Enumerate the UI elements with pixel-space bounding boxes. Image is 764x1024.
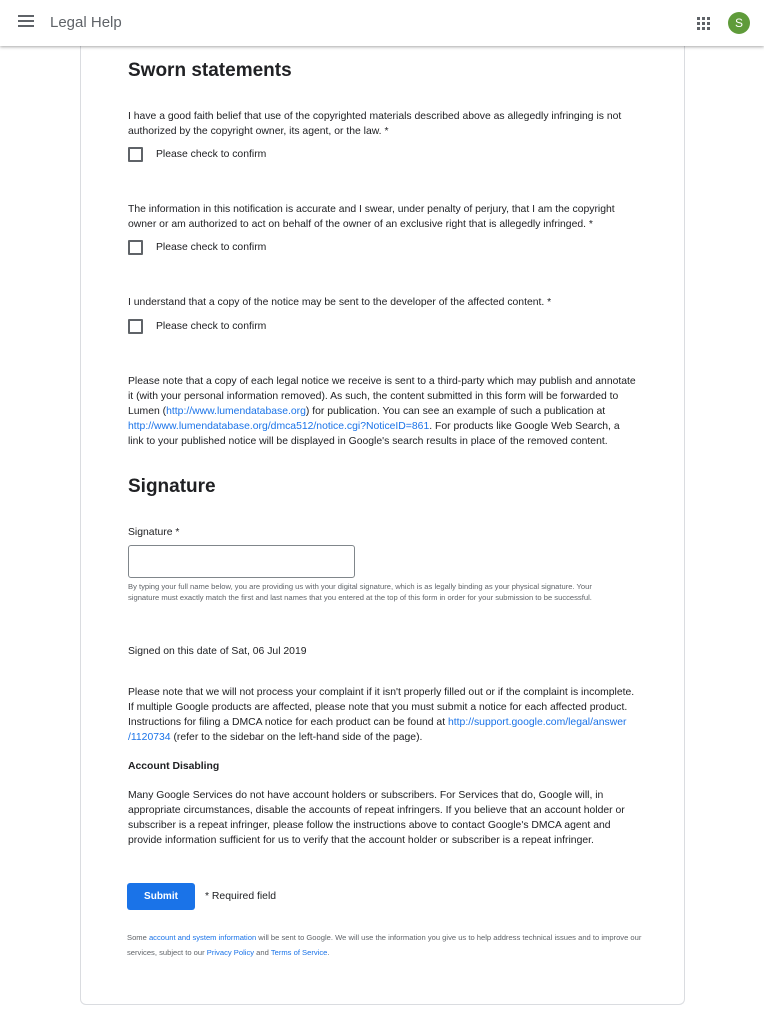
lumen-note-text-1: Please note that a copy of each legal notice we receive is sent to a third-party which may publish and annotate it (with your personal information removed). As such, the content submitted in this form will be forwarded to Lumen (: [128, 376, 636, 417]
statement-1-checkbox[interactable]: [128, 147, 143, 162]
hamburger-menu-icon[interactable]: [18, 15, 34, 29]
top-app-bar: [0, 0, 764, 46]
signature-label: Signature *: [128, 527, 180, 538]
statement-3-checkbox[interactable]: [128, 319, 143, 334]
sworn-statements-title: Sworn statements: [128, 60, 292, 81]
privacy-notice-text-2: will be sent to Google. We will use the information you give us to help address technical issues and to improve our services, subject to our: [127, 933, 642, 957]
signed-date: Signed on this date of Sat, 06 Jul 2019: [128, 646, 307, 657]
apps-grid-icon[interactable]: [697, 17, 711, 31]
statement-2-text: The information in this notification is accurate and I swear, under penalty of perjury, that I am the copyright owner or am authorized to act on behalf of the owner of an exclusive right that is allegedly infringed. *: [128, 204, 615, 230]
complaint-note-after: (refer to the sidebar on the left-hand side of the page).: [170, 732, 423, 743]
lumen-note: [128, 374, 636, 449]
dmca-instructions-link-part-1[interactable]: http://support.google.com/legal/answer: [447, 717, 627, 728]
terms-of-service-link[interactable]: Terms of Service: [270, 948, 328, 957]
account-disabling-text: Many Google Services do not have account holders or subscribers. For Services that do, Google will, in appropriate circumstances, disable the accounts of repeat infringers. If you believe that an account holder or subscriber is a repeat infringer, please follow the instructions above to contact Google's DMCA agent and provide information sufficient for us to verify that the account holder or subscriber is a repeat infringer.: [128, 790, 625, 846]
complaint-note: [128, 685, 636, 745]
privacy-notice-text-4: .: [327, 948, 330, 957]
app-title: Legal Help: [50, 14, 122, 31]
account-system-info-link[interactable]: account and system information: [148, 933, 257, 942]
account-avatar[interactable]: S: [728, 12, 750, 34]
privacy-notice: [127, 930, 647, 960]
privacy-notice-text-1: Some: [127, 933, 149, 942]
lumen-note-text-3: . For products like Google Web Search, a link to your published notice will be displayed in Google's search results in place of the removed content.: [128, 421, 620, 447]
statement-3-text: I understand that a copy of the notice may be sent to the developer of the affected content. *: [128, 297, 552, 308]
submit-button[interactable]: Submit: [127, 883, 195, 910]
statement-1-checkbox-label[interactable]: Please check to confirm: [156, 149, 267, 160]
lumen-link[interactable]: http://www.lumendatabase.org: [166, 406, 306, 417]
lumen-example-link[interactable]: http://www.lumendatabase.org/dmca512/notice.cgi?NoticeID=861: [128, 421, 430, 432]
privacy-notice-text-3: and: [254, 948, 271, 957]
signature-input[interactable]: [128, 545, 355, 578]
dmca-instructions-link-part-2[interactable]: /1120734: [128, 732, 171, 743]
account-disabling-title: Account Disabling: [128, 761, 220, 772]
required-field-note: * Required field: [205, 891, 277, 902]
lumen-note-text-2: ) for publication. You can see an example of such a publication at: [305, 406, 606, 417]
statement-2-checkbox[interactable]: [128, 240, 143, 255]
statement-1-text: I have a good faith belief that use of the copyrighted materials described above as allegedly infringing is not authorized by the copyright owner, its agent, or the law. *: [128, 111, 622, 137]
statement-2-checkbox-label[interactable]: Please check to confirm: [156, 242, 267, 253]
form-card: [80, 36, 685, 1005]
signature-help-text: By typing your full name below, you are providing us with your digital signature, which is as legally binding as your physical signature. Your signature must exactly match the first and last names that you entered at the top of this form in order for your submission to be successful.: [128, 582, 592, 602]
signature-title: Signature: [128, 476, 216, 497]
complaint-note-text: Please note that we will not process your complaint if it isn't properly filled out or if the complaint is incomplete. If multiple Google products are affected, please note that you must submit a notice for each affected product. Instructions for filing a DMCA notice for each product can be found at: [128, 687, 635, 728]
privacy-policy-link[interactable]: Privacy Policy: [206, 948, 255, 957]
statement-3-checkbox-label[interactable]: Please check to confirm: [156, 321, 267, 332]
